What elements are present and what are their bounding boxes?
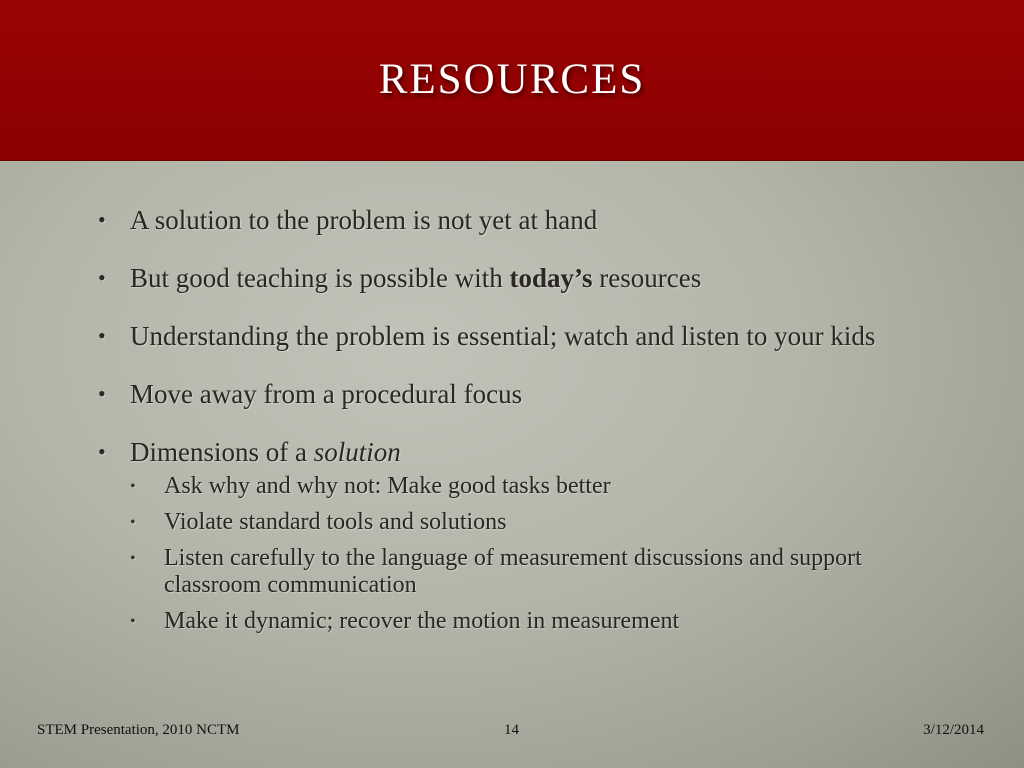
sub-bullet-item bbox=[130, 608, 918, 635]
bullet-text: Understanding the problem is essential; watch and listen to your kids bbox=[130, 321, 876, 351]
sub-bullet-item bbox=[130, 545, 918, 599]
sub-bullet-icon: • bbox=[130, 514, 136, 531]
bullet-item bbox=[98, 379, 918, 409]
bullet-text-italic: solution bbox=[313, 437, 401, 467]
sub-bullet-text: Make it dynamic; recover the motion in measurement bbox=[164, 608, 680, 634]
sub-bullet-icon: • bbox=[130, 550, 136, 567]
sub-bullet-text: Listen carefully to the language of measurement discussions and support classroom communication bbox=[164, 545, 862, 598]
footer-date: 3/12/2014 bbox=[923, 722, 984, 738]
bullet-icon: • bbox=[98, 265, 106, 290]
bullet-item bbox=[98, 321, 918, 351]
sub-bullet-icon: • bbox=[130, 478, 136, 495]
sub-bullet-item bbox=[130, 509, 918, 536]
slide-title: resources bbox=[378, 39, 646, 107]
bullet-text-pre: Dimensions of a bbox=[130, 437, 314, 467]
sub-bullet-item bbox=[130, 473, 918, 500]
slide-content bbox=[98, 205, 918, 644]
bullet-icon: • bbox=[98, 323, 106, 348]
bullet-icon: • bbox=[98, 439, 106, 464]
bullet-item bbox=[98, 205, 918, 235]
bullet-item bbox=[98, 437, 918, 467]
sub-bullet-text: Ask why and why not: Make good tasks better bbox=[164, 473, 611, 499]
title-bar bbox=[0, 0, 1024, 161]
bullet-text: Move away from a procedural focus bbox=[130, 379, 523, 409]
sub-bullet-text: Violate standard tools and solutions bbox=[164, 509, 507, 535]
sub-bullet-list bbox=[130, 473, 918, 635]
bullet-text-post: resources bbox=[592, 263, 702, 293]
bullet-item bbox=[98, 263, 918, 293]
bullet-text-pre: But good teaching is possible with bbox=[130, 263, 510, 293]
bullet-icon: • bbox=[98, 381, 106, 406]
bullet-icon: • bbox=[98, 207, 106, 232]
bullet-text: A solution to the problem is not yet at hand bbox=[130, 205, 598, 235]
footer-slide-number: 14 bbox=[504, 722, 519, 738]
footer-presentation-name: STEM Presentation, 2010 NCTM bbox=[37, 722, 240, 738]
bullet-text-bold: today’s bbox=[509, 263, 593, 293]
sub-bullet-icon: • bbox=[130, 613, 136, 630]
